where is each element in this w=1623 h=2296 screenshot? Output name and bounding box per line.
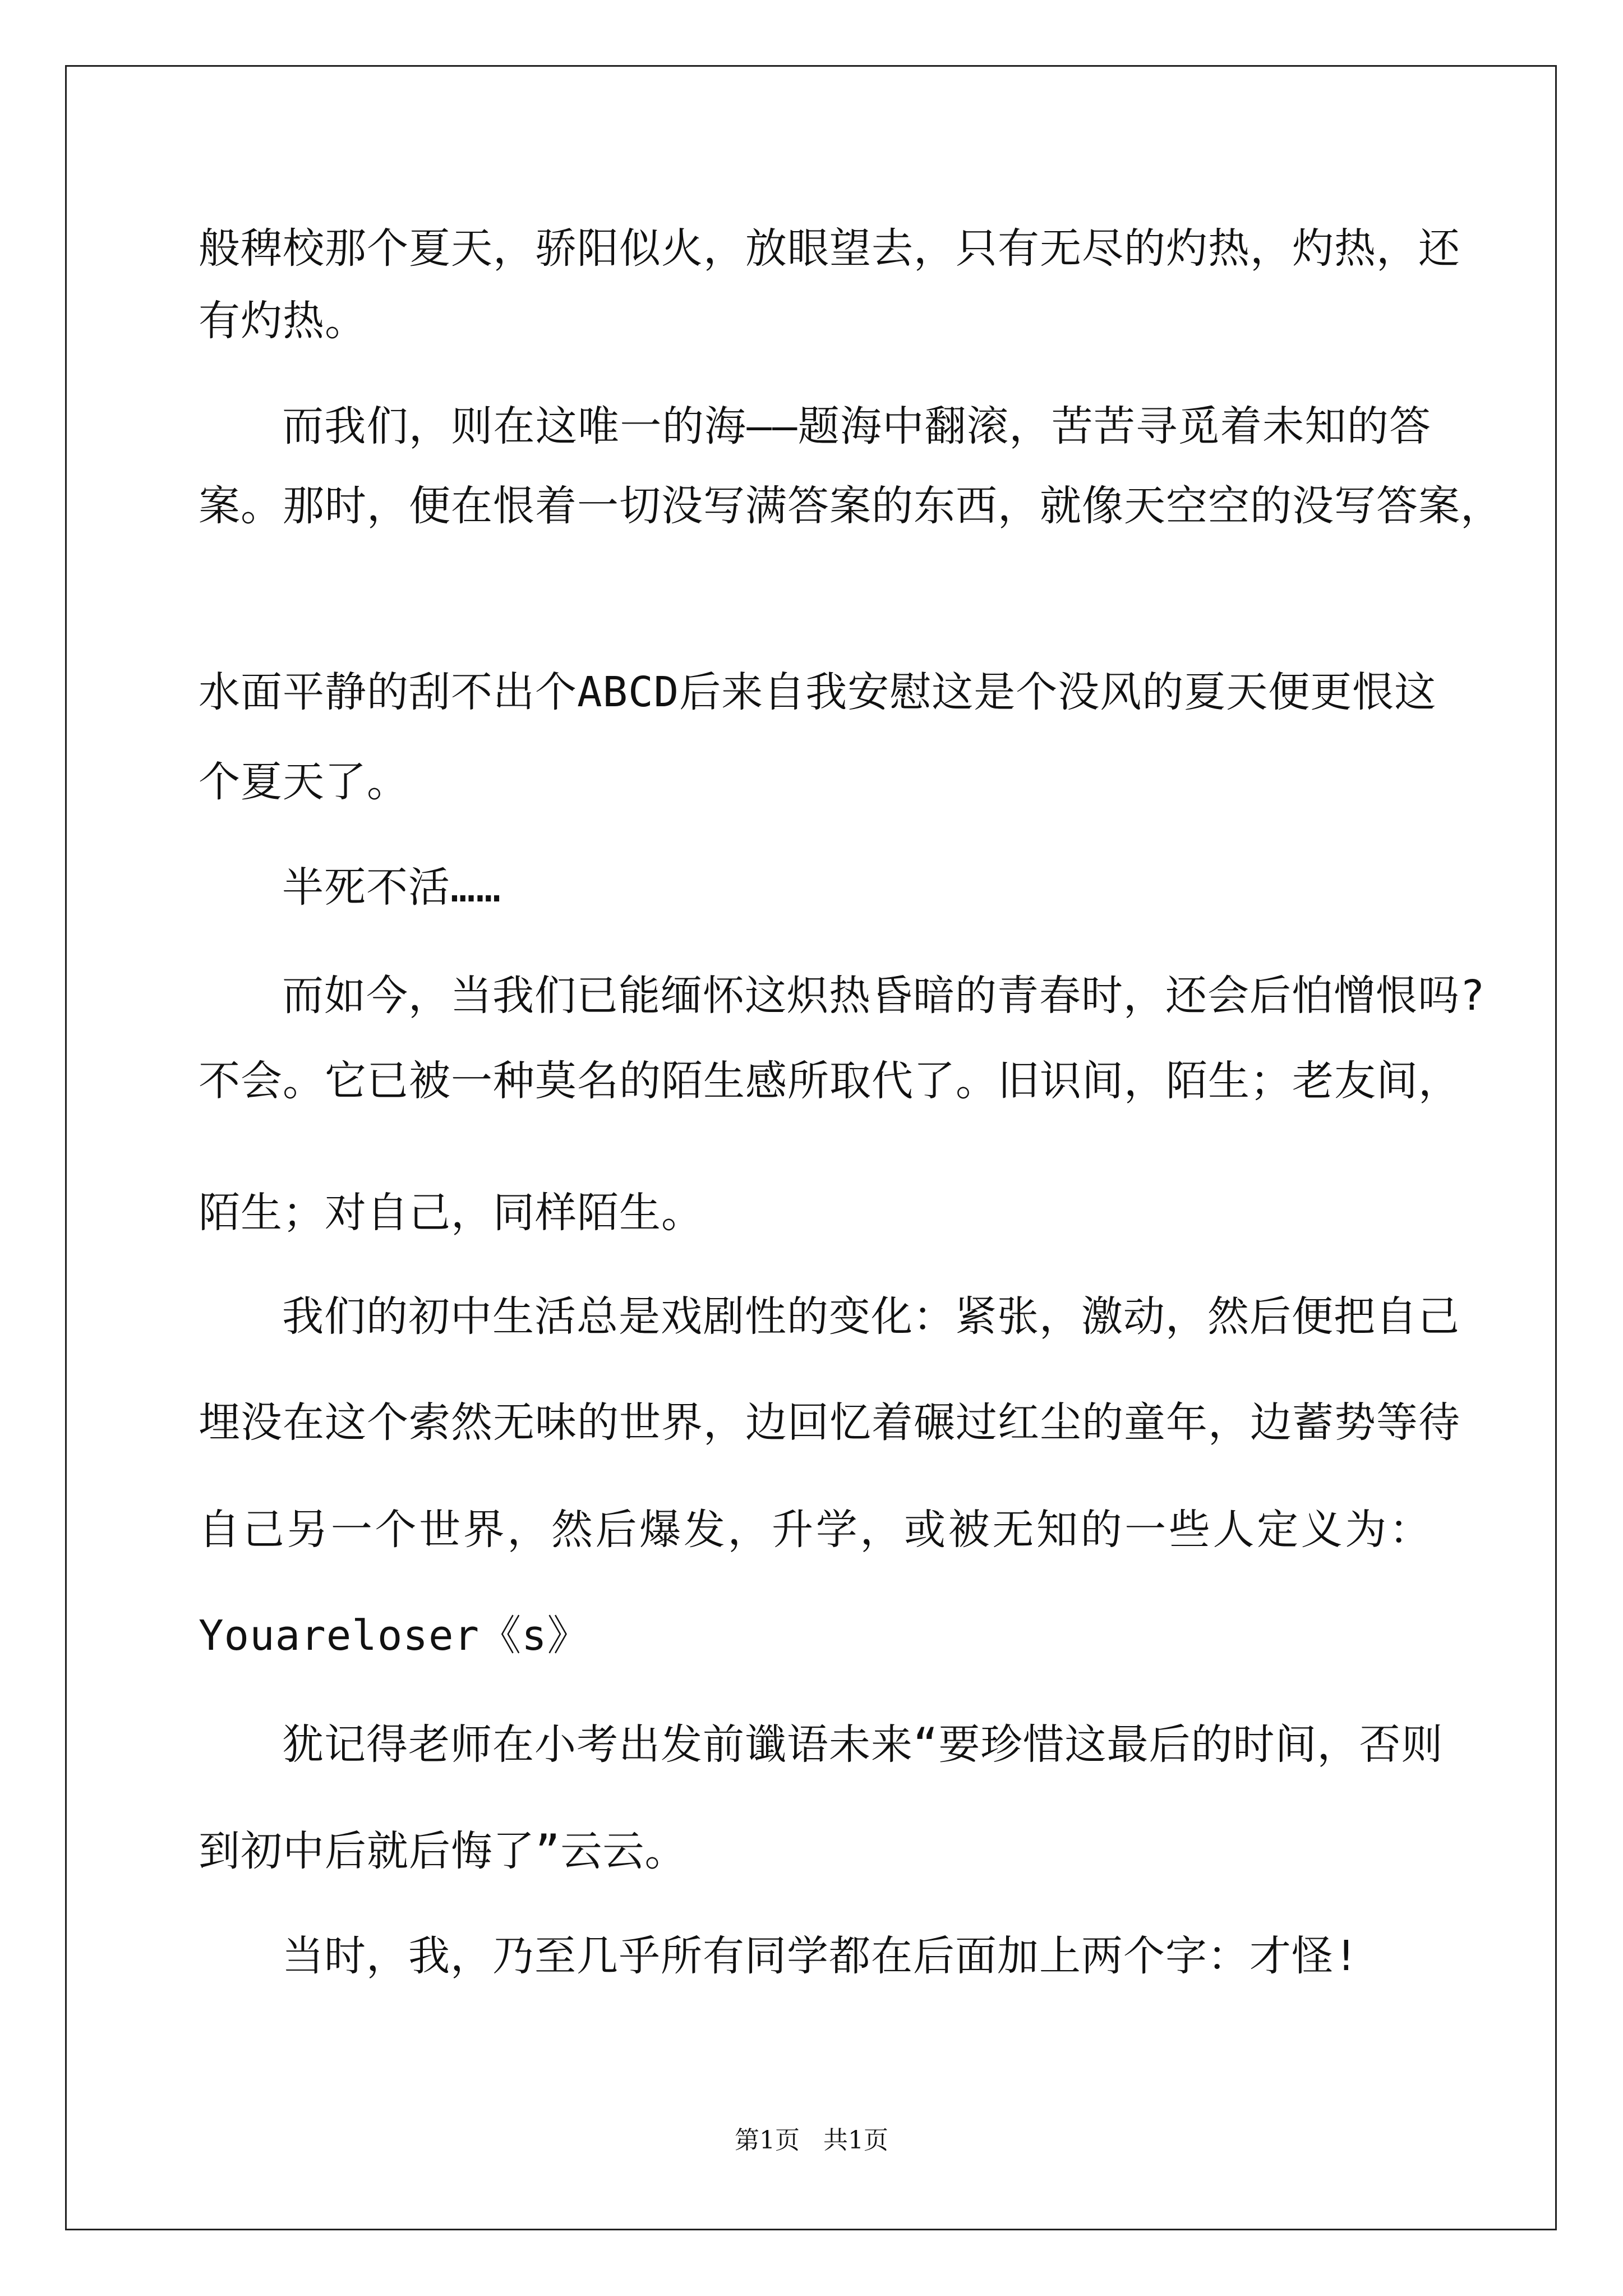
text-line-2: 有灼热。 [199,297,367,345]
text-line-4: 案。那时，便在恨着一切没写满答案的东西，就像天空空的没写答案， [199,482,1502,530]
text-line-13: 自己另一个世界，然后爆发，升学，或被无知的一些人定义为： [199,1506,1431,1554]
text-line-6: 个夏天了。 [199,758,409,806]
text-line-8: 而如今，当我们已能缅怀这炽热昏暗的青春时，还会后怕憎恨吗? [282,972,1486,1020]
text-line-14: Youareloser《s》 [199,1612,589,1660]
text-line-15: 犹记得老师在小考出发前谶语未来“要珍惜这最后的时间，否则 [282,1720,1444,1769]
text-line-12: 埋没在这个索然无味的世界，边回忆着碾过红尘的童年，边蓄势等待 [199,1398,1460,1447]
text-line-3: 而我们，则在这唯一的海——题海中翻滚，苦苦寻觅着未知的答 [282,402,1431,450]
text-line-17: 当时，我，乃至几乎所有同学都在后面加上两个字：才怪! [282,1932,1359,1980]
text-line-10: 陌生；对自己，同样陌生。 [199,1189,703,1237]
text-line-11: 我们的初中生活总是戏剧性的变化：紧张，激动，然后便把自己 [282,1292,1460,1341]
text-line-1: 般稗校那个夏天，骄阳似火，放眼望去，只有无尽的灼热，灼热，还 [199,224,1460,273]
text-line-9: 不会。它已被一种莫名的陌生感所取代了。旧识间，陌生；老友间， [199,1057,1460,1105]
text-line-5: 水面平静的刮不出个ABCD后来自我安慰这是个没风的夏天便更恨这 [199,668,1437,716]
text-line-7: 半死不活…… [282,863,502,912]
page-border [65,65,1557,2230]
text-line-16: 到初中后就后悔了”云云。 [199,1827,687,1875]
page-number-footer: 第1页 共1页 [735,2126,888,2155]
